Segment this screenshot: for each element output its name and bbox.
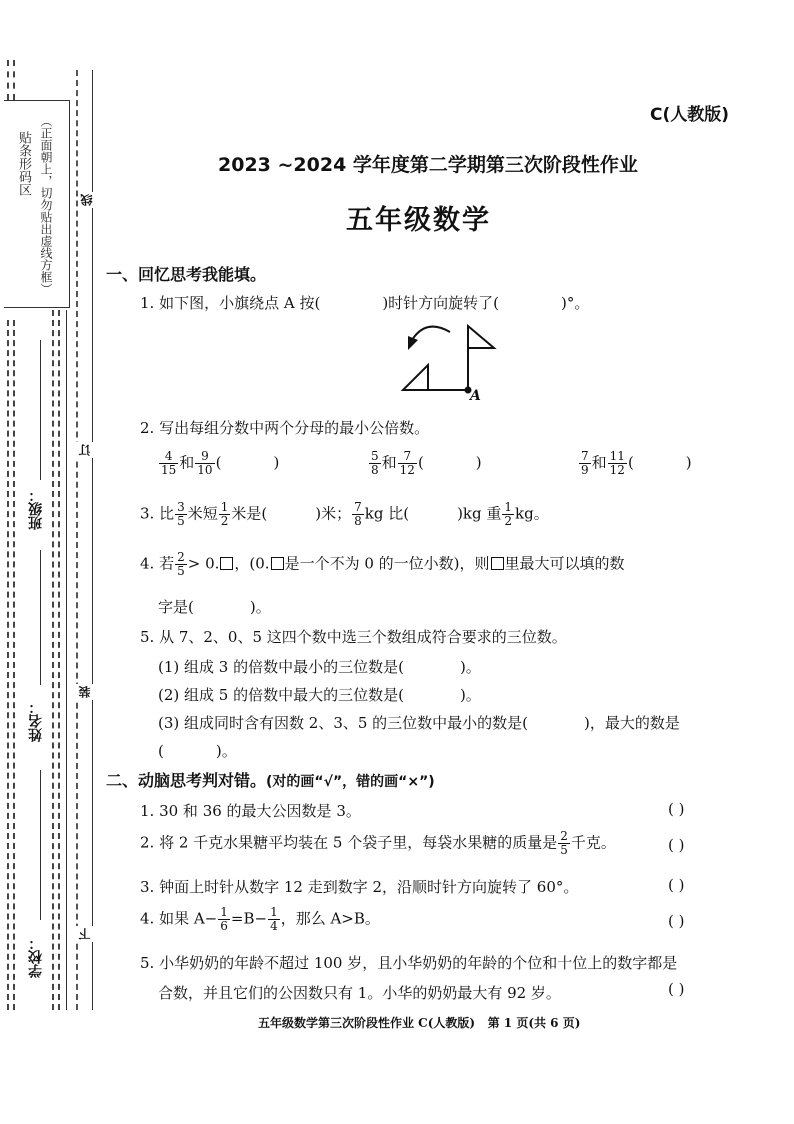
- binding-char-zhuang: 装: [78, 686, 92, 698]
- answer-parens-2[interactable]: ( ): [668, 836, 685, 854]
- rotation-arc: [412, 327, 450, 340]
- judge-question-4: 4. 如果 A− $\frac{1}{6}$ =B− $\frac{1}{4}$ ，那么 A>B。: [140, 905, 380, 933]
- q5-sub2: (2) 组成 5 的倍数中最大的三位数是( )。: [158, 686, 481, 704]
- q1-text-a: 1. 如下图，小旗绕点 A 按(: [140, 294, 321, 312]
- q2-pair-2: $\frac{5}{8}$ 和 $\frac{7}{12}$ ( ): [371, 449, 482, 477]
- binding-line: [66, 310, 67, 1010]
- fraction: $\frac{1}{6}$: [220, 905, 228, 933]
- q5-sub1: (1) 组成 3 的倍数中最小的三位数是( )。: [158, 658, 481, 676]
- class-field-line[interactable]: [40, 340, 41, 480]
- judge-question-1: 1. 30 和 36 的最大公因数是 3。: [140, 802, 361, 820]
- section2-header: [106, 768, 435, 791]
- fraction: $\frac{1}{4}$: [270, 905, 278, 933]
- binding-char-xia: 下: [78, 928, 92, 940]
- fraction: $\frac{5}{8}$: [371, 449, 379, 477]
- flag-rotation-figure: [398, 318, 508, 406]
- name-field-line[interactable]: [40, 550, 41, 685]
- page-footer: 五年级数学第三次阶段性作业 C(人教版) 第 1 页(共 6 页): [258, 1016, 581, 1030]
- box-placeholder: [220, 557, 233, 570]
- cut-line: [58, 310, 60, 1010]
- question-1-4: 4. 若 $\frac{2}{5}$ > 0. ，(0. 是一个不为 0 的一位小数)，则 里最大可以填的数: [140, 550, 625, 578]
- barcode-area: [4, 100, 70, 308]
- flag-rotated-triangle: [468, 326, 494, 348]
- fraction: $\frac{7}{9}$: [581, 449, 589, 477]
- q5-sub3: (3) 组成同时含有因数 2、3、5 的三位数中最小的数是( )，最大的数是: [158, 714, 680, 732]
- paper-title: 2023 ~2024 学年度第二学期第三次阶段性作业: [218, 154, 638, 176]
- point-a-label: A: [470, 388, 481, 404]
- q2-pair-3: $\frac{7}{9}$ 和 $\frac{11}{12}$ ( ): [581, 449, 692, 477]
- judge-question-5: 5. 小华奶奶的年龄不超过 100 岁，且小华奶奶的年龄的个位和十位上的数字都是: [140, 954, 678, 972]
- cut-line: [7, 60, 9, 100]
- fraction: $\frac{4}{15}$: [161, 449, 177, 477]
- fraction: $\frac{1}{2}$: [220, 500, 229, 528]
- binding-char-xian: 线: [80, 194, 94, 206]
- judge-question-2: 2. 将 2 千克水果糖平均装在 5 个袋子里，每袋水果糖的质量是 $\frac{2}{5}$ 千克。: [140, 829, 616, 857]
- flag-original-triangle: [403, 365, 428, 390]
- fraction: $\frac{9}{10}$: [197, 449, 213, 477]
- fraction: $\frac{2}{5}$: [560, 829, 568, 857]
- school-field-line[interactable]: [40, 770, 41, 920]
- binding-char-ding: 订: [78, 444, 92, 456]
- cut-line: [7, 320, 9, 1010]
- school-label: 学校：: [28, 936, 44, 978]
- q1-text-b: )时针方向旋转了(: [382, 294, 500, 312]
- box-placeholder: [491, 557, 504, 570]
- question-1-3: 3. 比 $\frac{3}{5}$ 米短 $\frac{1}{2}$ 米是( )米； $\frac{7}{8}$ kg 比( )kg 重 $\frac{1}{2}$ kg。: [140, 500, 549, 528]
- class-label: 班级：: [28, 488, 44, 530]
- question-1-5: 5. 从 7、2、0、5 这四个数中选三个数组成符合要求的三位数。: [140, 628, 567, 646]
- box-placeholder: [271, 557, 284, 570]
- barcode-notice-detail: （正面朝上，切勿贴出虚线方框）: [39, 115, 53, 295]
- answer-parens-4[interactable]: ( ): [668, 912, 685, 930]
- judge-question-3: 3. 钟面上时针从数字 12 走到数字 2，沿顺时针方向旋转了 60°。: [140, 878, 579, 896]
- edition-label: C(人教版): [650, 105, 730, 125]
- rotation-arrowhead: [408, 336, 418, 350]
- question-1-2: 2. 写出每组分数中两个分母的最小公倍数。: [140, 419, 430, 437]
- section1-heading: 一、回忆思考我能填。: [106, 265, 267, 284]
- cut-line: [13, 320, 15, 1010]
- section2-heading: 二、动脑思考判对错。: [106, 771, 267, 790]
- answer-parens-3[interactable]: ( ): [668, 876, 685, 894]
- q1-text-c: )°。: [561, 294, 590, 312]
- barcode-notice-title: 贴条形码区: [16, 131, 31, 196]
- subject-title: 五年级数学: [346, 205, 491, 236]
- answer-parens-5[interactable]: ( ): [668, 980, 685, 998]
- fraction: $\frac{11}{12}$: [609, 449, 625, 477]
- binding-border: [92, 70, 93, 1010]
- fraction: $\frac{2}{5}$: [177, 550, 185, 578]
- name-label: 姓名：: [28, 700, 44, 742]
- judge-question-5-line2: 合数，并且它们的公因数只有 1。小华的奶奶最大有 92 岁。: [158, 984, 561, 1002]
- fraction: $\frac{3}{5}$: [177, 500, 185, 528]
- fraction: $\frac{7}{12}$: [399, 449, 415, 477]
- q2-pair-1: $\frac{4}{15}$ 和 $\frac{9}{10}$ ( ): [161, 449, 280, 477]
- cut-line: [76, 70, 78, 1010]
- fraction: $\frac{1}{2}$: [504, 500, 513, 528]
- section2-instruction: (对的画“√”，错的画“×”): [266, 774, 435, 790]
- q5-sub3-line2: ( )。: [158, 742, 237, 760]
- fraction: $\frac{7}{8}$: [354, 500, 362, 528]
- question-1-4-line2: 字是( )。: [158, 598, 271, 616]
- question-1-1: [140, 292, 589, 313]
- cut-line: [52, 310, 54, 1010]
- cut-line: [13, 60, 15, 100]
- answer-parens-1[interactable]: ( ): [668, 800, 685, 818]
